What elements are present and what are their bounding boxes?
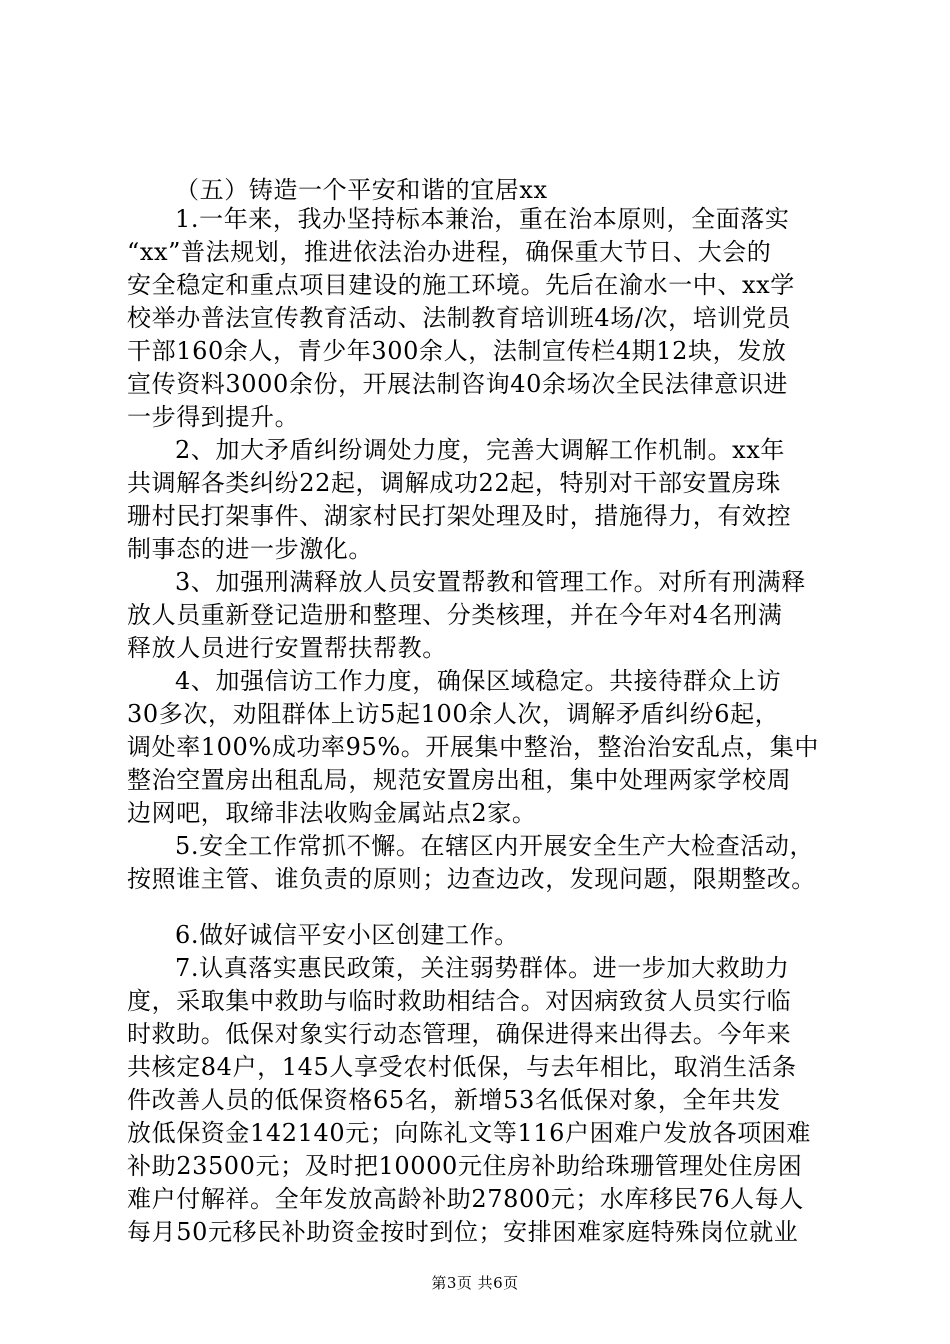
- text-line: 件改善人员的低保资格65名，新增53名低保对象，全年共发: [127, 1086, 781, 1114]
- text-line: 3、加强刑满释放人员安置帮教和管理工作。对所有刑满释: [175, 568, 806, 596]
- text-line: 2、加大矛盾纠纷调处力度，完善大调解工作机制。xx年: [175, 436, 785, 464]
- text-line: 每月50元移民补助资金按时到位；安排困难家庭特殊岗位就业: [127, 1218, 799, 1246]
- text-line: 共核定84户，145人享受农村低保，与去年相比，取消生活条: [127, 1053, 797, 1081]
- text-line: 4、加强信访工作力度，确保区域稳定。共接待群众上访: [175, 667, 782, 695]
- text-line: （五）铸造一个平安和谐的宜居xx: [175, 176, 548, 204]
- text-line: 放人员重新登记造册和整理、分类核理，并在今年对4名刑满: [127, 601, 783, 629]
- text-line: 难户付解祥。全年发放高龄补助27800元；水库移民76人每人: [127, 1185, 804, 1213]
- text-line: 1.一年来，我办坚持标本兼治，重在治本原则，全面落实: [175, 205, 790, 233]
- text-line: 30多次，劝阻群体上访5起100余人次，调解矛盾纠纷6起，: [127, 700, 780, 728]
- text-line: 按照谁主管、谁负责的原则；边查边改，发现问题，限期整改。: [127, 865, 816, 893]
- text-line: 校举办普法宣传教育活动、法制教育培训班4场/次，培训党员: [127, 304, 792, 332]
- text-line: 度，采取集中救助与临时救助相结合。对因病致贫人员实行临: [127, 987, 792, 1015]
- text-line: 6.做好诚信平安小区创建工作。: [175, 921, 519, 949]
- text-line: 调处率100%成功率95%。开展集中整治，整治治安乱点，集中: [127, 733, 819, 761]
- page-number-footer: 第3页 共6页: [431, 1274, 519, 1292]
- text-line: 边网吧，取缔非法收购金属站点2家。: [127, 799, 537, 827]
- text-line: 7.认真落实惠民政策，关注弱势群体。进一步加大救助力: [175, 954, 790, 982]
- text-line: 放低保资金142140元；向陈礼文等116户困难户发放各项困难: [127, 1119, 812, 1147]
- text-line: 宣传资料3000余份，开展法制咨询40余场次全民法律意识进: [127, 370, 789, 398]
- text-line: 制事态的进一步激化。: [127, 535, 373, 563]
- text-line: 时救助。低保对象实行动态管理，确保进得来出得去。今年来: [127, 1020, 792, 1048]
- text-line: 安全稳定和重点项目建设的施工环境。先后在渝水一中、xx学: [127, 271, 795, 299]
- text-line: 珊村民打架事件、湖家村民打架处理及时，措施得力，有效控: [127, 502, 792, 530]
- text-line: 5.安全工作常抓不懈。在辖区内开展安全生产大检查活动，: [175, 832, 815, 860]
- text-line: “xx”普法规划，推进依法治办进程，确保重大节日、大会的: [127, 238, 772, 266]
- text-line: 共调解各类纠纷22起，调解成功22起，特别对干部安置房珠: [127, 469, 781, 497]
- text-line: 整治空置房出租乱局，规范安置房出租，集中处理两家学校周: [127, 766, 792, 794]
- text-line: 干部160余人，青少年300余人，法制宣传栏4期12块，发放: [127, 337, 787, 365]
- text-line: 一步得到提升。: [127, 403, 300, 431]
- text-line: 补助23500元；及时把10000元住房补助给珠珊管理处住房困: [127, 1152, 803, 1180]
- text-line: 释放人员进行安置帮扶帮教。: [127, 634, 447, 662]
